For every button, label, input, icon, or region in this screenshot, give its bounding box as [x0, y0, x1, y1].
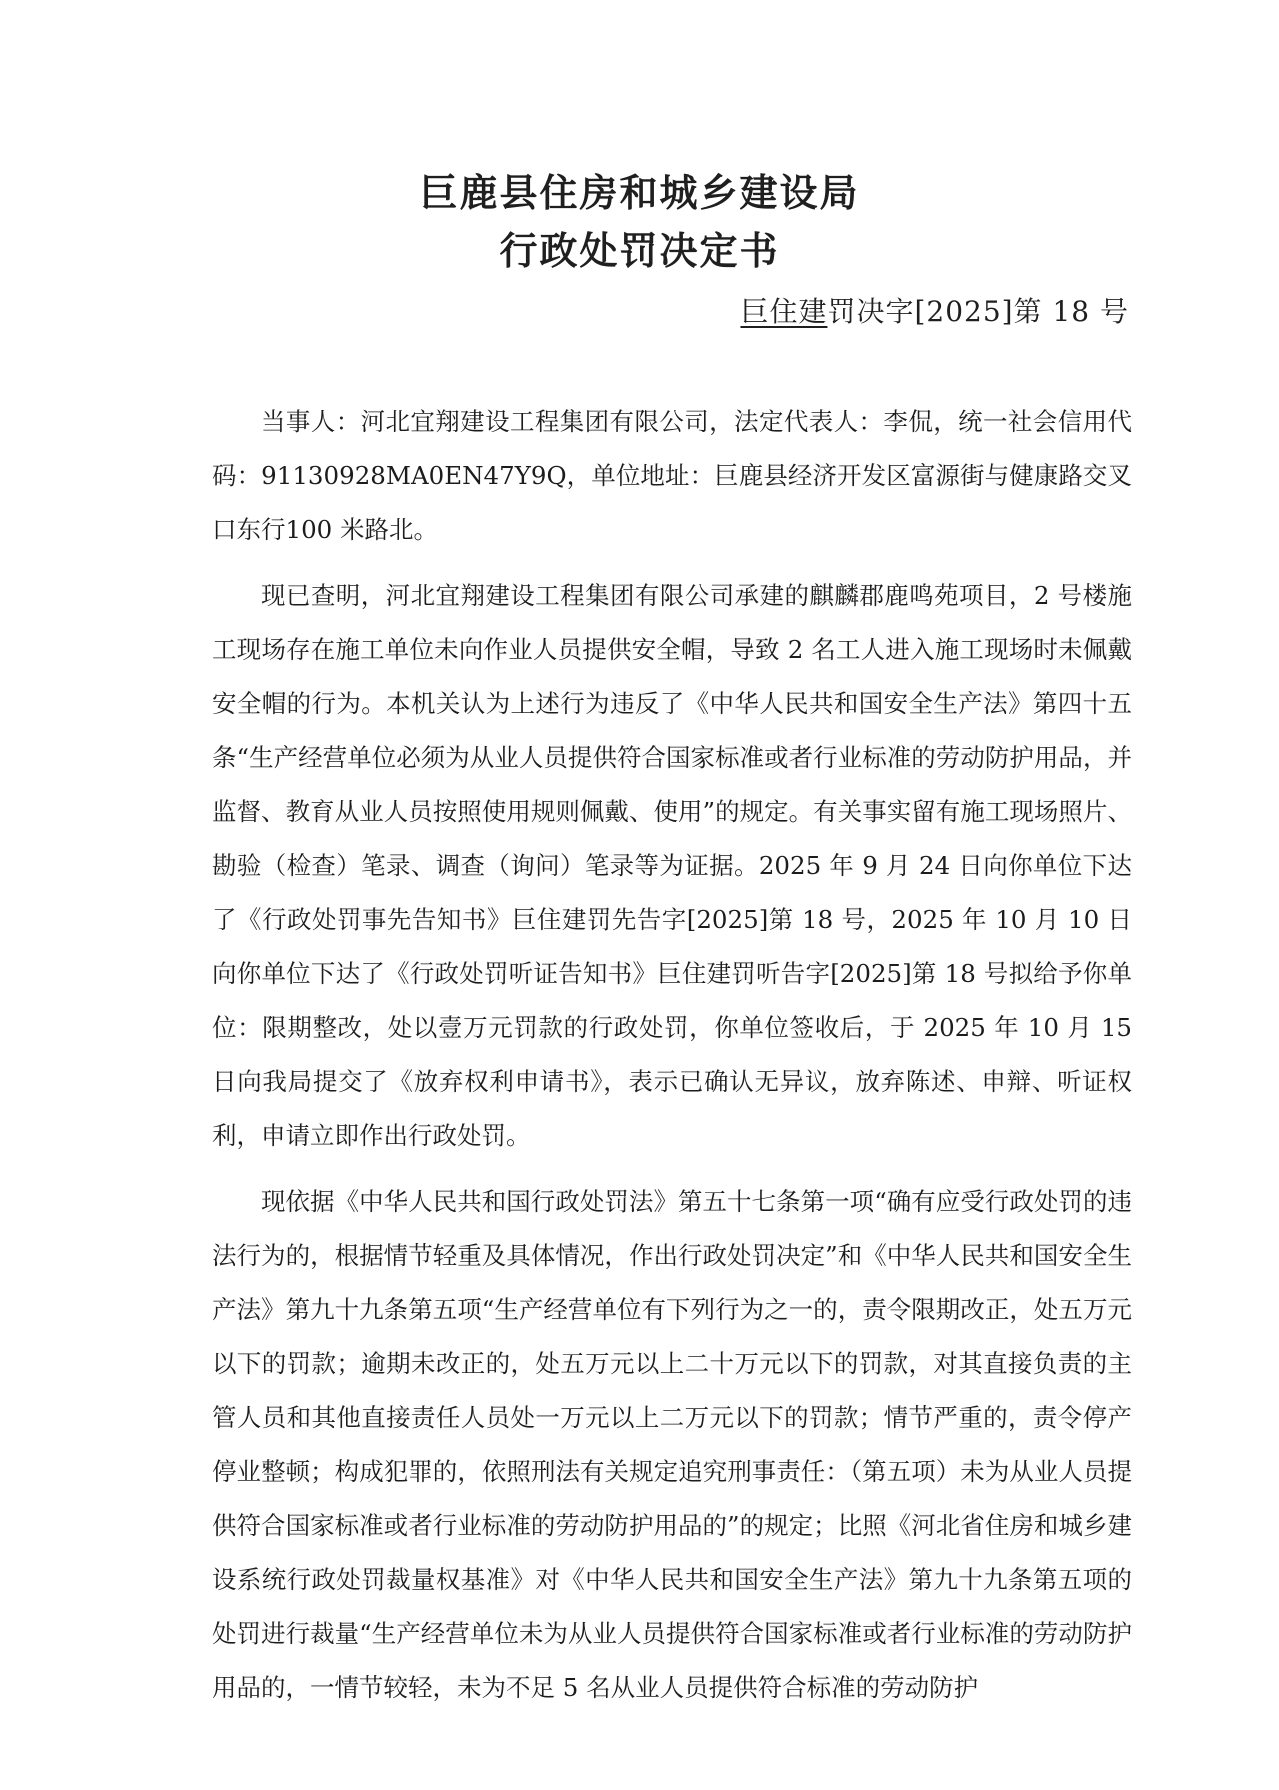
legal-basis-paragraph: 现依据《中华人民共和国行政处罚法》第五十七条第一项“确有应受行政处罚的违法行为的，根据情节轻重及具体情况，作出行政处罚决定”和《中华人民共和国安全生产法》第九十九条第五项“生产经营单位有下列行为之一的，责令限期改正，处五万元以下的罚款；逾期未改正的，处五万元以上二十万元以下的罚款，对其直接负责的主管人员和其他直接责任人员处一万元以上二万元以下的罚款；情节严重的，责令停产停业整顿；构成犯罪的，依照刑法有关规定追究刑事责任：（第五项）未为从业人员提供符合国家标准或者行业标准的劳动防护用品的”的规定；比照《河北省住房和城乡建设系统行政处罚裁量权基准》对《中华人民共和国安全生产法》第九十九条第五项的处罚进行裁量“生产经营单位未为从业人员提供符合国家标准或者行业标准的劳动防护用品的，一情节较轻，未为不足 5 名从业人员提供符合标准的劳动防护 [212, 1187, 1132, 1702]
document-number-prefix: 巨住建 [740, 295, 828, 328]
party-info-paragraph: 当事人：河北宜翔建设工程集团有限公司，法定代表人：李侃，统一社会信用代码：91130928MA0EN47Y9Q，单位地址：巨鹿县经济开发区富源街与健康路交叉口东行100 米路北。 [212, 407, 1132, 544]
document-type-title: 行政处罚决定书 [499, 229, 780, 273]
agency-title: 巨鹿县住房和城乡建设局 [419, 171, 860, 215]
facts-paragraph: 现已查明，河北宜翔建设工程集团有限公司承建的麒麟郡鹿鸣苑项目，2 号楼施工现场存在施工单位未向作业人员提供安全帽，导致 2 名工人进入施工现场时未佩戴安全帽的行为。本机关认为上述行为违反了《中华人民共和国安全生产法》第四十五条“生产经营单位必须为从业人员提供符合国家标准或者行业标准的劳动防护用品，并监督、教育从业人员按照使用规则佩戴、使用”的规定。有关事实留有施工现场照片、勘验（检查）笔录、调查（询问）笔录等为证据。2025 年 9 月 24 日向你单位下达了《行政处罚事先告知书》巨住建罚先告字[2025]第 18 号，2025 年 10 月 10 日向你单位下达了《行政处罚听证告知书》巨住建罚听告字[2025]第 18 号拟给予你单位：限期整改，处以壹万元罚款的行政处罚，你单位签收后，于 2025 年 10 月 15 日向我局提交了《放弃权利申请书》，表示已确认无异议，放弃陈述、申辩、听证权利，申请立即作出行政处罚。 [212, 581, 1132, 1150]
document-body [212, 395, 1132, 1715]
document-number [740, 290, 1129, 330]
document-number-rest: 罚决字[2025]第 18 号 [827, 295, 1129, 328]
